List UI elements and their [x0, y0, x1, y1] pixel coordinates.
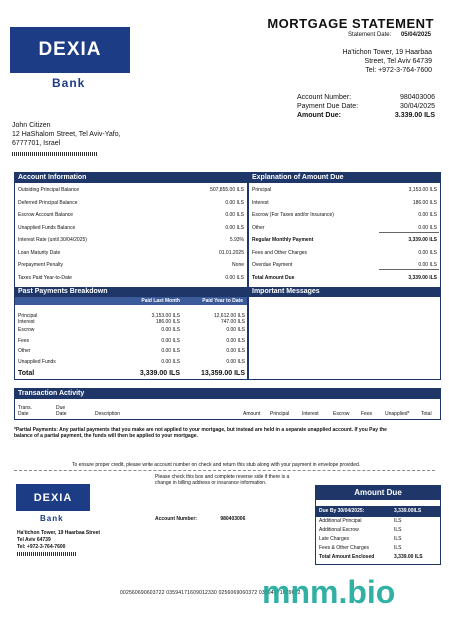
sum-line	[379, 232, 439, 233]
stub-amount-row	[316, 535, 440, 544]
account-summary	[297, 93, 435, 120]
account-information-header: Account Information	[15, 173, 247, 183]
explanation-label: Fees and Other Charges	[252, 249, 308, 256]
dexia-logo	[10, 27, 130, 73]
account-info-value: 0.00 ILS	[225, 224, 244, 231]
account-info-label: Outsiding Principal Balance	[18, 187, 80, 193]
past-payment-ytd: 0.00 ILS	[226, 337, 245, 344]
explanation-row	[249, 200, 440, 206]
stub-address-line: Ha'tichon Tower, 19 Haarbaa Street	[17, 530, 101, 536]
explanation-value: 0.00 ILS	[418, 212, 437, 218]
barcode-scribble	[12, 152, 97, 156]
explanation-row	[249, 275, 440, 281]
col-escrow: Escrow	[333, 411, 350, 417]
customer-address-line: 12 HaShalom Street, Tel Aviv-Yafo,	[12, 131, 121, 138]
micr-line: 002560690603722 03594171609012330 0256069060372 03594171609012	[120, 590, 301, 596]
customer-name: John Citizen	[12, 122, 51, 129]
account-info-label: Taxes Paid Year-to-Date	[18, 274, 72, 281]
past-payment-ytd: 0.00 ILS	[226, 358, 245, 365]
col-interest: Interest	[302, 411, 319, 417]
past-payment-ytd: 747.00 ILS	[220, 319, 245, 325]
stub-bank-address	[17, 530, 100, 551]
col-principal: Principal	[270, 411, 290, 417]
account-info-label: Interest Rate (until 30/04/2025)	[18, 237, 87, 243]
transaction-activity-header: Transaction Activity	[15, 389, 440, 399]
explanation-label: Regular Monthly Payment	[252, 237, 314, 243]
explanation-row	[249, 237, 440, 243]
past-payment-label: Other	[18, 348, 31, 354]
past-payment-label: Unapplied Funds	[18, 358, 56, 365]
account-info-row	[15, 200, 247, 206]
account-info-label: Deferred Principal Balance	[18, 199, 78, 206]
col-unapplied: Unapplied*	[385, 411, 410, 417]
stub-address-line: Tel Aviv 64739	[17, 537, 51, 543]
past-payment-ytd: 0.00 ILS	[226, 327, 245, 333]
past-payments-header: Past Payments Breakdown	[15, 287, 247, 297]
stub-account-number-label: Account Number:	[155, 516, 197, 522]
stub-amount-value: ILS	[394, 518, 402, 524]
statement-date-label: Statement Date:	[347, 32, 392, 38]
account-info-value: 507,855.00 ILS	[210, 187, 244, 193]
col-total: Total	[421, 411, 432, 417]
stub-account-number-row	[155, 516, 245, 522]
past-payment-label: Escrow	[18, 327, 35, 333]
account-number: 980403006	[399, 94, 435, 101]
col-description: Description	[95, 411, 121, 417]
account-info-label: Unapplied Funds Balance	[18, 224, 76, 231]
stub-amount-row	[316, 517, 440, 526]
col-fees: Fees	[361, 411, 373, 417]
explanation-label: Principal	[252, 187, 272, 193]
stub-bank-label: Bank	[40, 514, 64, 523]
account-info-label: Escrow Account Balance	[18, 212, 74, 218]
bank-address-line: Tel: +972-3-764-7600	[365, 67, 432, 74]
col-due-date: Due Date	[56, 405, 67, 417]
stub-address-line: Tel: +972-3-764-7600	[17, 544, 66, 550]
account-info-value: 5.93%	[229, 237, 244, 243]
account-info-row	[15, 237, 247, 243]
account-info-value: 0.00 ILS	[225, 274, 244, 281]
amount-due-label: Amount Due:	[297, 112, 341, 119]
stub-due-by-row	[316, 506, 440, 517]
transaction-activity	[14, 388, 441, 420]
stub-barcode-scribble	[17, 552, 77, 556]
account-info-row	[15, 275, 247, 281]
stub-amount-rows	[316, 517, 440, 562]
account-information-rows	[15, 183, 247, 285]
explanation-row	[249, 250, 440, 256]
account-info-value: 0.00 ILS	[225, 212, 244, 218]
paid-ytd-header: Paid Year to Date	[202, 298, 243, 304]
statement-date-row	[348, 32, 431, 38]
watermark: mnm.bio	[262, 574, 396, 610]
past-payments-columns	[15, 297, 247, 305]
stub-due-by-label: Due By 30/04/2025:	[319, 508, 365, 514]
account-info-row	[15, 212, 247, 218]
explanation-value: 186.00 ILS	[412, 199, 437, 206]
statement-title: MORTGAGE STATEMENT	[267, 16, 434, 31]
stub-account-number: 980403006	[220, 516, 246, 522]
stub-amount-label: Additional Escrow	[319, 527, 359, 533]
stub-amount-value: 3,339.00 ILS	[394, 554, 423, 560]
col-amount: Amount	[243, 411, 261, 417]
explanation-value: 3,339.00 ILS	[408, 237, 437, 243]
account-info-value: 01.01.2025	[218, 249, 244, 256]
total-last-month: 3,339.00 ILS	[139, 370, 180, 377]
account-number-label: Account Number:	[297, 94, 352, 101]
past-payment-last: 0.00 ILS	[161, 348, 180, 354]
bank-address-line: Street, Tel Aviv 64739	[364, 58, 432, 65]
account-info-row	[15, 250, 247, 256]
explanation-header: Explanation of Amount Due	[249, 173, 440, 183]
explanation-label: Overdue Payment	[252, 262, 293, 268]
stub-amount-label: Additional Principal	[319, 518, 362, 524]
total-ytd: 13,359.00 ILS	[201, 370, 245, 377]
transaction-columns	[15, 405, 440, 417]
explanation-label: Interest	[252, 199, 269, 206]
customer-address-line: 6777701, Israel	[12, 140, 61, 147]
due-date-label: Payment Due Date:	[297, 103, 359, 110]
stub-amount-value: ILS	[394, 527, 402, 533]
account-info-row	[15, 262, 247, 268]
stub-amount-value: ILS	[394, 536, 402, 542]
explanation-value: 3,339.00 ILS	[408, 274, 437, 281]
stub-amount-value: ILS	[394, 545, 402, 551]
explanation-row	[249, 225, 440, 231]
explanation-value: 0.00 ILS	[418, 249, 437, 256]
past-payment-label: Interest	[18, 319, 35, 325]
account-info-label: Loan Maturity Date	[18, 249, 61, 256]
sum-line	[379, 269, 439, 270]
customer-address	[12, 121, 121, 148]
stub-amount-row	[316, 544, 440, 553]
amount-due: 3.339.00 ILS	[394, 112, 435, 119]
explanation-value: 3,153.00 ILS	[408, 187, 437, 193]
paid-last-month-header: Paid Last Month	[141, 298, 180, 304]
statement-table	[14, 172, 441, 380]
account-info-row	[15, 187, 247, 193]
explanation-value: 0.00 ILS	[418, 262, 437, 268]
logo-text: DEXIA	[38, 39, 102, 60]
stub-amount-row	[316, 526, 440, 535]
explanation-row	[249, 187, 440, 193]
past-payment-ytd: 0.00 ILS	[226, 348, 245, 354]
bank-address-line: Ha'tichon Tower, 19 Haarbaa	[342, 49, 432, 56]
past-payment-last: 0.00 ILS	[161, 337, 180, 344]
bank-address	[342, 48, 432, 75]
past-payment-ytd: 12,612.00 ILS	[213, 313, 245, 319]
total-label: Total	[18, 370, 35, 377]
address-change-note: Please check this box and complete reverse side if there is a change in billing address or insurance information.	[155, 474, 290, 486]
past-payment-last: 0.00 ILS	[161, 327, 180, 333]
partial-payment-note: *Partial Payments: Any partial payments that you make are not applied to your mortgage, but instead are held in a separate unapplied account. If you Pay the balance of a partial payment, the funds will then be applied to your mortgage.	[14, 427, 387, 439]
stub-instruction: To ensure proper credit, please write account number on check and return this stub along with your payment in envelope provided.	[72, 462, 361, 468]
important-messages-header: Important Messages	[249, 287, 440, 297]
explanation-row	[249, 212, 440, 218]
due-date: 30/04/2025	[399, 103, 435, 110]
past-payment-last: 3,153.00 ILS	[151, 313, 180, 319]
account-info-row	[15, 225, 247, 231]
explanation-label: Total Amount Due	[252, 274, 295, 281]
col-trans-date: Trans. Date	[18, 405, 32, 417]
past-payment-last: 0.00 ILS	[161, 358, 180, 365]
past-payment-label: Principal	[18, 313, 38, 319]
statement-date: 05/04/2025	[400, 32, 431, 38]
stub-amount-label: Total Amount Enclosed	[319, 554, 375, 560]
explanation-value: 0.00 ILS	[418, 224, 437, 231]
stub-amount-row	[316, 553, 440, 562]
account-info-value: None	[232, 262, 244, 268]
account-info-label: Prepayment Penalty	[18, 262, 64, 268]
stub-amount-label: Late Charges	[319, 536, 350, 542]
stub-amount-due-box	[315, 485, 441, 565]
explanation-label: Other	[252, 224, 265, 231]
past-payment-label: Fees	[18, 337, 30, 344]
explanation-row	[249, 262, 440, 268]
stub-dexia-logo	[16, 484, 90, 511]
bank-label: Bank	[52, 76, 86, 90]
stub-due-by-value: 3,339.00ILS	[394, 508, 422, 514]
stub-amount-label: Fees & Other Charges	[319, 545, 370, 551]
stub-logo-text: DEXIA	[33, 491, 73, 504]
stub-amount-due-title: Amount Due	[316, 486, 440, 500]
account-info-value: 0.00 ILS	[225, 199, 244, 206]
explanation-label: Escrow (For Taxes and/or Insurance)	[252, 212, 334, 218]
explanation-rows	[249, 183, 440, 285]
past-payment-last: 186.00 ILS	[155, 319, 180, 325]
